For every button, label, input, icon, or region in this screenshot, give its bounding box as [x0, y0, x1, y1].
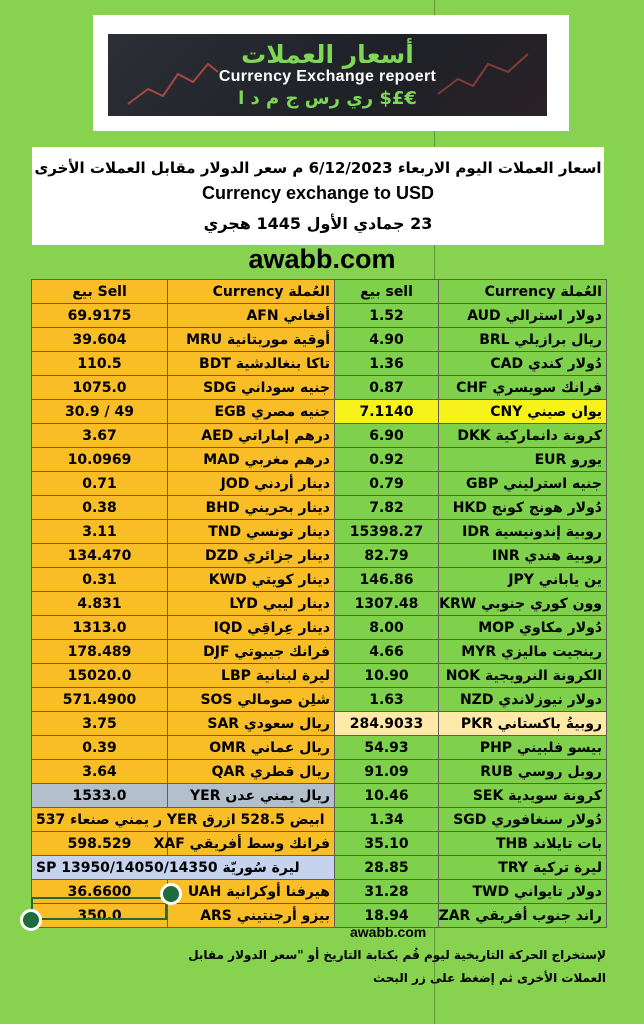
currency-name-right: أفغاني AFN — [168, 304, 335, 328]
currency-name-left: دولار تايواني TWD — [439, 880, 607, 904]
sell-value-right: 1533.0 — [32, 784, 168, 808]
footer-site-url: awabb.com — [350, 924, 427, 940]
currency-name-right: درهم مغربي MAD — [168, 448, 335, 472]
currency-name-right: فرانك وسط أفريقي XAF — [168, 832, 335, 856]
currency-name-right: ريال عماني OMR — [168, 736, 335, 760]
sell-value-right: 0.38 — [32, 496, 168, 520]
header-sell-left: بيع sell — [335, 280, 439, 304]
currency-name-left: ين ياباني JPY — [439, 568, 607, 592]
table-row — [32, 688, 607, 712]
table-row — [32, 592, 607, 616]
sell-value-left: 1.52 — [335, 304, 439, 328]
table-row — [32, 664, 607, 688]
currency-name-left: ليرة تركية TRY — [439, 856, 607, 880]
table-row — [32, 544, 607, 568]
table-row — [32, 448, 607, 472]
table-row — [32, 568, 607, 592]
sell-value-right: 1313.0 — [32, 616, 168, 640]
sell-value-left: 0.92 — [335, 448, 439, 472]
sell-value-left: 284.9033 — [335, 712, 439, 736]
currency-name-right: شلِن صومالي SOS — [168, 688, 335, 712]
currency-name-right: فرانك جيبوتي DJF — [168, 640, 335, 664]
currency-name-left: روبية إندونيسية IDR — [439, 520, 607, 544]
sell-value-left: 31.28 — [335, 880, 439, 904]
sell-value-left: 7.82 — [335, 496, 439, 520]
table-row — [32, 856, 607, 880]
currency-name-left: فرانك سويسري CHF — [439, 376, 607, 400]
site-url: awabb.com — [248, 244, 396, 274]
header-currency-left: العُملة Currency — [439, 280, 607, 304]
table-row — [32, 328, 607, 352]
sell-value-left: 1.36 — [335, 352, 439, 376]
sell-value-left: 91.09 — [335, 760, 439, 784]
sell-value-right: 4.831 — [32, 592, 168, 616]
currency-name-right: ريال سعودي SAR — [168, 712, 335, 736]
currency-combined-cell: SP 13950/14050/14350 ليرة سُوريّة — [32, 856, 335, 880]
sell-value-left: 1.34 — [335, 808, 439, 832]
sell-value-right: 3.64 — [32, 760, 168, 784]
currency-name-left: وون كوري جنوبي KRW — [439, 592, 607, 616]
currency-name-left: رينجيت ماليزي MYR — [439, 640, 607, 664]
table-row — [32, 616, 607, 640]
selection-handle-bottom-left[interactable] — [20, 909, 42, 931]
sell-value-right: 0.31 — [32, 568, 168, 592]
table-row — [32, 832, 607, 856]
currency-name-left: روبل روسي RUB — [439, 760, 607, 784]
currency-name-right: دينار أردني JOD — [168, 472, 335, 496]
sell-value-left: 4.90 — [335, 328, 439, 352]
sell-value-left: 10.46 — [335, 784, 439, 808]
currency-name-left: كرونة دانماركية DKK — [439, 424, 607, 448]
table-header-row — [32, 280, 607, 304]
sell-value-right: 15020.0 — [32, 664, 168, 688]
sell-value-right: 350.0 — [32, 904, 168, 928]
table-row — [32, 304, 607, 328]
sell-value-left: 54.93 — [335, 736, 439, 760]
table-row — [32, 784, 607, 808]
currency-name-right: جنيه مصري EGB — [168, 400, 335, 424]
table-row — [32, 376, 607, 400]
currency-name-right: بيزو أرجنتيني ARS — [168, 904, 335, 928]
currency-name-right: ريال قطري QAR — [168, 760, 335, 784]
sell-value-left: 6.90 — [335, 424, 439, 448]
sell-value-left: 82.79 — [335, 544, 439, 568]
currency-name-right: دينار ليبي LYD — [168, 592, 335, 616]
table-row — [32, 424, 607, 448]
sell-value-right: 10.0969 — [32, 448, 168, 472]
currency-name-left: دُولار كندي CAD — [439, 352, 607, 376]
sell-value-left: 0.87 — [335, 376, 439, 400]
table-row — [32, 712, 607, 736]
footer-note-line-1: لإستخراج الحركة التاريخية ليوم قُم بكتابة التاريخ أو "سعر الدولار مقابل — [188, 948, 606, 962]
selection-box[interactable] — [31, 897, 167, 920]
currency-name-left: دولار نيوزلاندي NZD — [439, 688, 607, 712]
sell-value-left: 8.00 — [335, 616, 439, 640]
table-row — [32, 400, 607, 424]
currency-name-left: دولار استرالي AUD — [439, 304, 607, 328]
currency-name-left: دُولار هونج كونج HKD — [439, 496, 607, 520]
currency-name-right: دينار بحريني BHD — [168, 496, 335, 520]
table-row — [32, 496, 607, 520]
banner-currency-symbols: ري رس ج م د ا $£€ — [238, 88, 417, 109]
sell-value-left: 35.10 — [335, 832, 439, 856]
sell-value-left: 1307.48 — [335, 592, 439, 616]
currency-name-right: دينار عِراقِي IQD — [168, 616, 335, 640]
footer-note-line-2: العملات الأخرى ثم إضغط على زر البحث — [372, 971, 606, 985]
table-row — [32, 640, 607, 664]
table-row — [32, 352, 607, 376]
selection-handle-top-right[interactable] — [160, 883, 182, 905]
currency-name-left: دُولار مكاوي MOP — [439, 616, 607, 640]
sell-value-left: 4.66 — [335, 640, 439, 664]
currency-name-left: يورو EUR — [439, 448, 607, 472]
sell-value-left: 146.86 — [335, 568, 439, 592]
banner-title-english: Currency Exchange repoert — [218, 68, 437, 85]
sell-value-right: 598.529 — [32, 832, 168, 856]
sell-value-right: 0.39 — [32, 736, 168, 760]
currency-name-right: ليرة لبنانية LBP — [168, 664, 335, 688]
sell-value-right: 178.489 — [32, 640, 168, 664]
sell-value-left: 7.1140 — [335, 400, 439, 424]
header-currency-right: العُملة Currency — [168, 280, 335, 304]
hijri-date: 23 جمادي الأول 1445 هجري — [203, 214, 433, 233]
table-row — [32, 472, 607, 496]
sell-value-right: 39.604 — [32, 328, 168, 352]
sell-value-left: 0.79 — [335, 472, 439, 496]
currency-name-left: روبية هندي INR — [439, 544, 607, 568]
sell-value-right: 3.75 — [32, 712, 168, 736]
sell-value-left: 1.63 — [335, 688, 439, 712]
table-row — [32, 736, 607, 760]
currency-name-right: تاكا بنغالدشية BDT — [168, 352, 335, 376]
currency-name-left: كرونة سويدية SEK — [439, 784, 607, 808]
rates-table — [31, 279, 607, 928]
currency-name-left: راند جنوب أفريقي ZAR — [439, 904, 607, 928]
sell-value-right: 69.9175 — [32, 304, 168, 328]
currency-name-right: دينار كويتي KWD — [168, 568, 335, 592]
currency-name-right: هيرفنا أوكرانية UAH — [168, 880, 335, 904]
sell-value-right: 3.67 — [32, 424, 168, 448]
sell-value-left: 18.94 — [335, 904, 439, 928]
sell-value-right: 36.6600 — [32, 880, 168, 904]
footer-note — [186, 944, 606, 990]
report-date-title: اسعار العملات اليوم الاربعاء 6/12/2023 م سعر الدولار مقابل العملات الأخرى — [34, 159, 602, 177]
currency-name-left: ريال برازيلي BRL — [439, 328, 607, 352]
currency-name-left: يوان صيني CNY — [439, 400, 607, 424]
currency-combined-cell: 537 ر يمني صنعاء YER ابيض 528.5 ازرق — [32, 808, 335, 832]
currency-name-left: دُولار سنغافوري SGD — [439, 808, 607, 832]
sell-value-right: 3.11 — [32, 520, 168, 544]
table-row — [32, 760, 607, 784]
currency-name-right: درهم إماراتي AED — [168, 424, 335, 448]
currency-name-right: ريال يمني عدن YER — [168, 784, 335, 808]
currency-name-left: جنيه استرليني GBP — [439, 472, 607, 496]
sell-value-right: 110.5 — [32, 352, 168, 376]
sell-value-right: 30.9 / 49 — [32, 400, 168, 424]
sell-value-left: 28.85 — [335, 856, 439, 880]
currency-name-right: أوقية موريتانية MRU — [168, 328, 335, 352]
header-sell-right: بيع Sell — [32, 280, 168, 304]
sell-value-right: 1075.0 — [32, 376, 168, 400]
sell-value-left: 10.90 — [335, 664, 439, 688]
banner-logo — [108, 34, 547, 116]
table-row — [32, 808, 607, 832]
sell-value-right: 571.4900 — [32, 688, 168, 712]
currency-name-right: دينار تونسي TND — [168, 520, 335, 544]
currency-name-right: جنيه سوداني SDG — [168, 376, 335, 400]
table-row — [32, 520, 607, 544]
currency-name-left: بات تايلاند THB — [439, 832, 607, 856]
currency-name-left: الكرونة النرويجية NOK — [439, 664, 607, 688]
sell-value-right: 0.71 — [32, 472, 168, 496]
currency-name-left: بيسو فلبيني PHP — [439, 736, 607, 760]
currency-name-right: دينار جزائري DZD — [168, 544, 335, 568]
sell-value-left: 15398.27 — [335, 520, 439, 544]
sell-value-right: 134.470 — [32, 544, 168, 568]
report-subtitle: Currency exchange to USD — [201, 183, 435, 203]
report-header — [32, 147, 604, 245]
currency-name-left: روبيةُ باكستاني PKR — [439, 712, 607, 736]
banner-title-arabic: أسعار العملات — [241, 40, 414, 69]
